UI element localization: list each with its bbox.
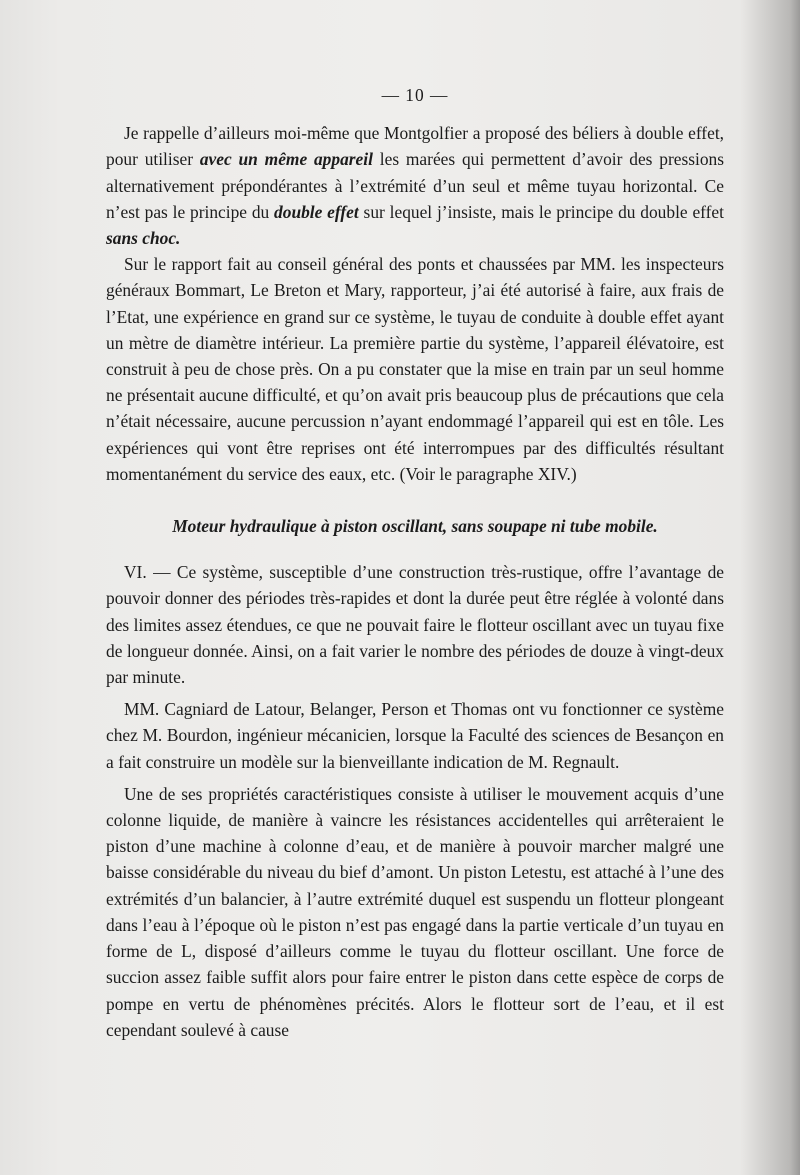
emphasis-text: sans choc. [106, 228, 181, 249]
page-text [106, 82, 724, 1043]
body-text: Je rappelle d’ailleurs moi-même que Montgolfier a proposé des béliers à double effet, pour utiliser [106, 123, 724, 170]
paragraph-5 [106, 781, 724, 1043]
paragraph-2 [106, 251, 724, 487]
emphasis-text: avec un même appareil [199, 149, 373, 170]
paragraph-3 [106, 559, 724, 690]
body-text: VI. — Ce système, susceptible d’une construction très-rustique, offre l’avantage de pouvoir donner des périodes très-rapides et dont la durée peut être réglée à volonté dans des limites assez étendues, ce que ne pouvait faire le flotteur oscillant avec un tuyau fixe de longueur donnée. Ainsi, on a fait varier le nombre des périodes de douze à vingt-deux par minute. [106, 562, 724, 688]
section-heading: Moteur hydraulique à piston oscillant, sans soupape ni tube mobile. [172, 516, 658, 537]
body-text: MM. Cagniard de Latour, Belanger, Person et Thomas ont vu fonctionner ce système chez M. Bourdon, ingénieur mécanicien, lorsque la Faculté des sciences de Besançon en a fait construire un modèle sur la bienveillante indication de M. Regnault. [106, 699, 724, 772]
paragraph-1 [106, 120, 724, 251]
page-number: — 10 — [381, 85, 449, 105]
paragraph-4 [106, 696, 724, 775]
emphasis-text: double effet [274, 201, 359, 222]
body-text: les marées qui permettent d’avoir des pressions alternativement prépondérantes à l’extrémité d’un seul et même tuyau horizontal. Ce n’est pas le principe du [106, 149, 724, 222]
body-text: sur lequel j’insiste, mais le principe du double effet [358, 201, 724, 222]
body-text: Sur le rapport fait au conseil général des ponts et chaussées par MM. les inspecteurs généraux Bommart, Le Breton et Mary, rapporteur, j’ai été autorisé à faire, aux frais de l’Etat, une expérience en grand sur ce système, le tuyau de conduite à double effet ayant un mètre de diamètre intérieur. La première partie du système, l’appareil élévatoire, est construit à peu de chose près. On a pu constater que la mise en train par un seul homme ne présentait aucune difficulté, et qu’on avait pris beaucoup plus de précautions que cela n’était nécessaire, aucune percussion n’ayant endommagé l’appareil qui est en tôle. Les expériences qui vont être reprises ont été interrompues par des difficultés résultant momentanément du service des eaux, etc. (Voir le paragraphe XIV.) [106, 254, 724, 484]
body-text: Une de ses propriétés caractéristiques consiste à utiliser le mouvement acquis d’une colonne liquide, de manière à vaincre les résistances accidentelles qui arrêteraient le piston d’une machine à colonne d’eau, et de manière à pouvoir marcher malgré une baisse considérable du niveau du bief d’amont. Un piston Letestu, est attaché à l’une des extrémités d’un balancier, à l’autre extrémité duquel est suspendu un flotteur plongeant dans l’eau à l’époque où le piston n’est pas engagé dans la partie verticale d’un tuyau en forme de L, disposé d’ailleurs comme le tuyau du flotteur oscillant. Une force de succion assez faible suffit alors pour faire entrer le piston dans cette espèce de corps de pompe en vertu de phénomènes précités. Alors le flotteur sort de l’eau, et il est cependant soulevé à cause [106, 783, 724, 1040]
